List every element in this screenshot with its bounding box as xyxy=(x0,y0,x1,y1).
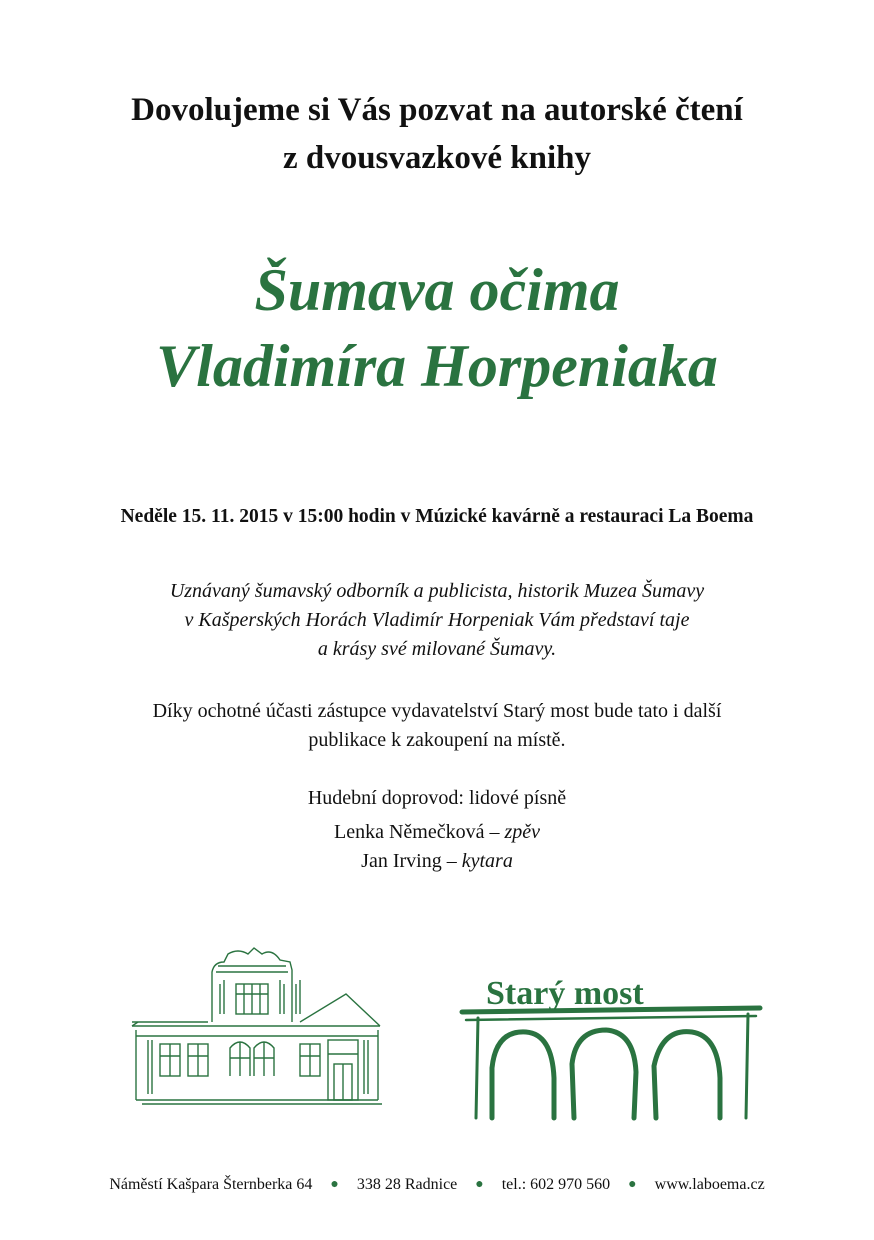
separator-dot-icon: ● xyxy=(330,1177,339,1192)
intro-text xyxy=(0,86,874,182)
stary-most-logo xyxy=(456,968,766,1128)
publisher-note-line-2: publikace k zakoupení na místě. xyxy=(308,729,566,751)
intro-line-2: z dvousvazkové knihy xyxy=(282,140,592,176)
description-line-2: v Kašperských Horách Vladimír Horpeniak Vám představí taje xyxy=(184,609,690,631)
performer: Lenka Němečková – zpěv xyxy=(333,821,541,843)
music-accompaniment: Hudební doprovod: lidové písně xyxy=(307,787,567,809)
book-title-line-2: Vladimíra Horpeniaka xyxy=(156,333,718,399)
footer-website[interactable]: www.laboema.cz xyxy=(654,1176,765,1193)
description-line-1: Uznávaný šumavský odborník a publicista, historik Muzea Šumavy xyxy=(169,580,705,602)
publisher-note-line-1: Díky ochotné účasti zástupce vydavatelství Starý most bude tato i další xyxy=(152,700,722,722)
publisher-logo-text: Starý most xyxy=(486,975,644,1012)
footer-contact xyxy=(0,1176,874,1194)
footer-phone: tel.: 602 970 560 xyxy=(501,1176,611,1193)
publisher-note xyxy=(0,697,874,755)
performer: Jan Irving – kytara xyxy=(361,850,513,872)
performers-list xyxy=(0,818,874,876)
intro-line-1: Dovolujeme si Vás pozvat na autorské čtení xyxy=(131,92,743,128)
description-line-3: a krásy své milované Šumavy. xyxy=(317,638,557,660)
separator-dot-icon: ● xyxy=(475,1177,484,1192)
book-title xyxy=(0,252,874,404)
footer-address: Náměstí Kašpara Šternberka 64 xyxy=(109,1176,313,1193)
event-date-place: Neděle 15. 11. 2015 v 15:00 hodin v Múzické kavárně a restauraci La Boema xyxy=(120,506,754,527)
separator-dot-icon: ● xyxy=(628,1177,637,1192)
book-title-line-1: Šumava očima xyxy=(254,257,620,323)
la-boema-building-icon xyxy=(128,944,386,1112)
footer-city: 338 28 Radnice xyxy=(356,1176,458,1193)
author-description xyxy=(0,577,874,664)
